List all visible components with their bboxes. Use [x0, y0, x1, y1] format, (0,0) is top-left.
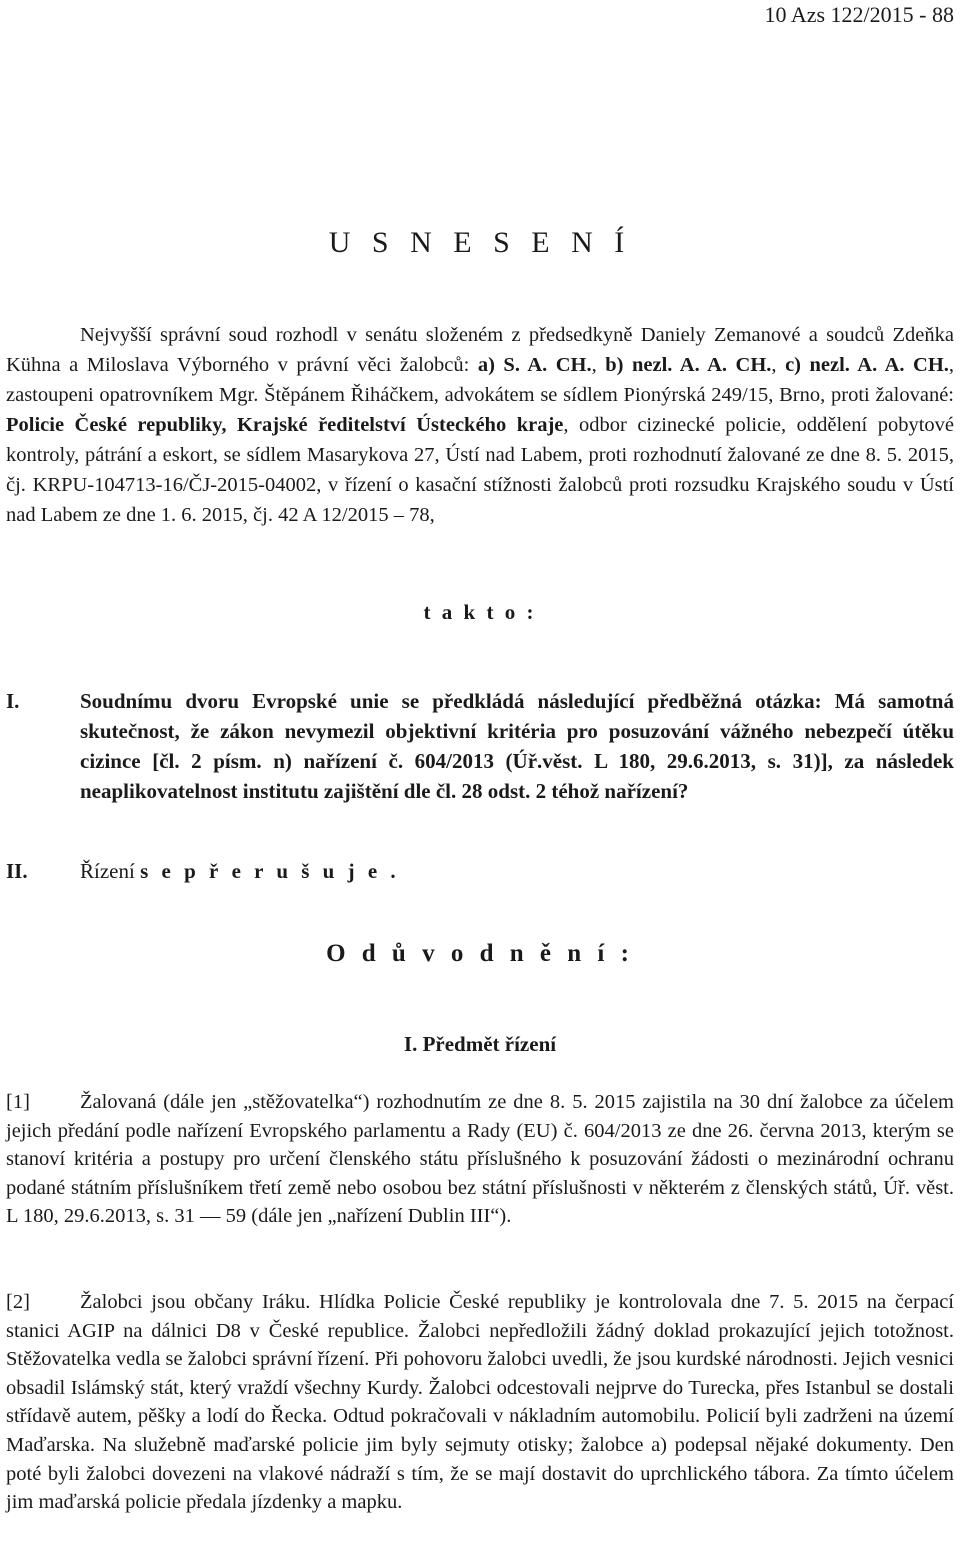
verdict-text: Soudnímu dvoru Evropské unie se předkládá následující předběžná otázka: Má samotná skutečnost, že zákon nevymezil objektivní kritéria pro posuzování vážného nebezpečí útěku cizince [čl. 2 písm. n) nařízení č. 604/2013 (Úř.věst. L 180, 29.6.2013, s. 31)], za následek neaplikovatelnost institutu zajištění dle čl. 28 odst. 2 téhož nařízení?: [80, 689, 954, 803]
paragraph-number: [2]: [6, 1291, 30, 1313]
claimant-c: c) nezl. A. A. CH.: [785, 354, 949, 376]
verdict-number: II.: [6, 859, 28, 883]
verdict-item-2: [6, 856, 954, 886]
paragraph-text: Žalovaná (dále jen „stěžovatelka“) rozhodnutím ze dne 8. 5. 2015 zajistila na 30 dní žalobce za účelem jejich předání podle nařízení Evropského parlamentu a Rady (EU) č. 604/2013 ze dne 26. června 2013, kterým se stanoví kritéria a postupy pro určení členského státu příslušného k posuzování žádosti o mezinárodní ochranu podané státním příslušníkem třetí země nebo osobou bez státní příslušnosti v některém z členských států, Úř. věst. L 180, 29.6.2013, s. 31 — 59 (dále jen „nařízení Dublin III“).: [6, 1091, 954, 1228]
paragraph-text: Žalobci jsou občany Iráku. Hlídka Policie České republiky je kontrolovala dne 7. 5. 2015 na čerpací stanici AGIP na dálnici D8 v České republice. Žalobci nepředložili žádný doklad prokazující jejich totožnost. Stěžovatelka vedla se žalobci správní řízení. Při pohovoru žalobci uvedli, že jsou kurdské národnosti. Jejich vesnici obsadil Islámský stát, který vraždí všechny Kurdy. Žalobci odcestovali nejprve do Turecka, přes Istanbul se dostali střídavě autem, pěšky a lodí do Řecka. Odtud pokračovali v nákladním automobilu. Policií byli zadrženi na území Maďarska. Na služebně maďarské policie jim byly sejmuty otisky; žalobce a) podepsal nějaké dokumenty. Den poté byli žalobci dovezeni na vlakové nádraží s tím, že se mají dostavit do uprchlického tábora. Za tímto účelem jim maďarská policie předala jízdenky a mapku.: [6, 1291, 954, 1514]
paragraph-2: [6, 1288, 954, 1517]
document-title: U S N E S E N Í: [328, 226, 632, 259]
intro-paragraph: [6, 320, 954, 530]
intro-text-end: , odbor cizinecké policie, oddělení pobytové kontroly, pátrání a eskort, se sídlem Masarykova 27, Ústí nad Labem, proti rozhodnutí žalované ze dne 8. 5. 2015, čj. KRPU-104713-16/ČJ-2015-04002, v řízení o kasační stížnosti žalobců proti rozsudku Krajského soudu v Ústí nad Labem ze dne 1. 6. 2015, čj. 42 A 12/2015 – 78,: [6, 414, 954, 526]
reasoning-heading: O d ů v o d n ě n í :: [326, 940, 634, 967]
paragraph-number: [1]: [6, 1091, 30, 1113]
claimant-a: a) S. A. CH.: [477, 354, 592, 376]
takto-heading: t a k t o :: [423, 600, 537, 624]
intro-text-mid: , zastoupeni opatrovníkem Mgr. Štěpánem Řiháčkem, advokátem se sídlem Pionýrská 249/15, Brno, proti žalované:: [6, 354, 955, 406]
paragraph-1: [6, 1088, 954, 1231]
intro-separator: ,: [771, 354, 786, 376]
verdict-emphasis: s e p ř e r u š u j e .: [140, 859, 400, 883]
section-heading: I. Předmět řízení: [403, 1032, 557, 1056]
defendant-name: Policie České republiky, Krajské ředitelství Ústeckého kraje: [6, 414, 564, 436]
case-number: 10 Azs 122/2015 - 88: [764, 2, 954, 27]
verdict-number: I.: [6, 689, 20, 713]
intro-separator: ,: [591, 354, 606, 376]
verdict-text: Řízení: [80, 859, 141, 883]
verdict-item-1: [6, 686, 954, 806]
intro-text-start: Nejvyšší správní soud rozhodl v senátu složeném z předsedkyně Daniely Zemanové a soudců Zdeňka Kühna a Miloslava Výborného v právní věci žalobců:: [6, 324, 954, 376]
claimant-b: b) nezl. A. A. CH.: [605, 354, 772, 376]
